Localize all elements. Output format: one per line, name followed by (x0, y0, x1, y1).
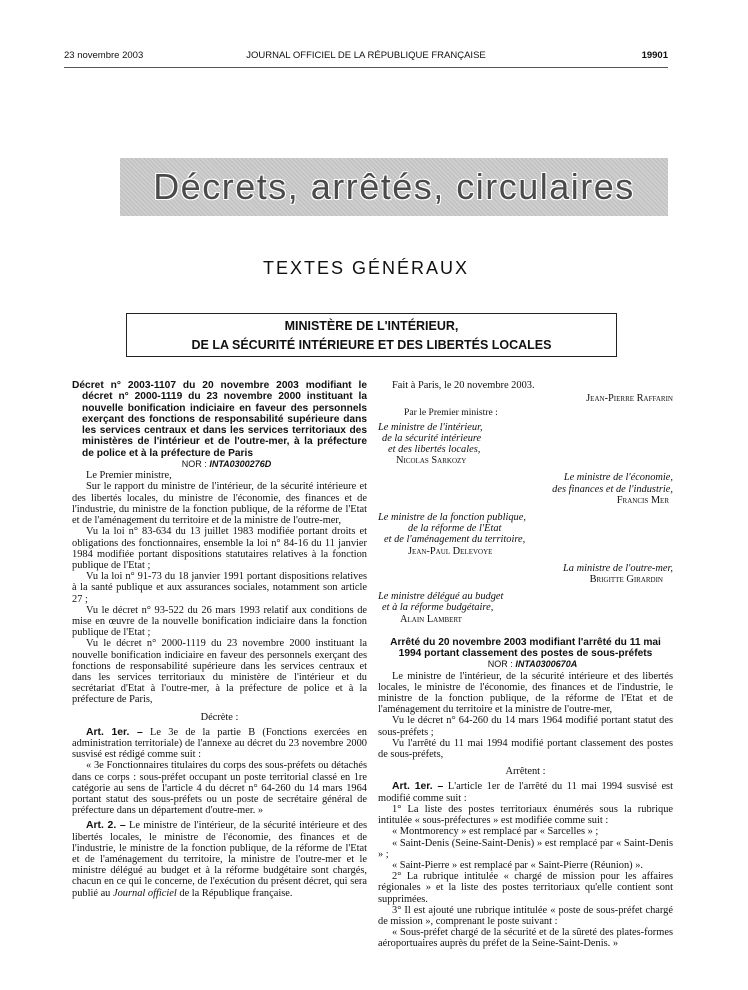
signature-title: de la réforme de l'Etat (408, 523, 502, 535)
header-rule (64, 67, 668, 68)
decret-para: Vu la loi n° 91-73 du 18 janvier 1991 portant dispositions relatives à la santé publique et aux assurances sociales, notamment son article 27 ; (72, 571, 367, 605)
nor-label: NOR : (487, 659, 513, 670)
decret-nor (72, 459, 367, 470)
signatory-name: Alain Lambert (400, 613, 462, 625)
pm-signature: Jean-Pierre Raffarin (586, 393, 673, 405)
signature-block-outre-mer (378, 563, 673, 585)
nor-code: INTA0300670A (515, 659, 578, 670)
decret-title: Décret n° 2003-1107 du 20 novembre 2003 modifiant le décret n° 2000-1119 du 23 novembre 2000 instituant la nouvelle bonification indiciaire en faveur des personnels exerçant des fonctions de responsabilité supérieure dans les services centraux et dans les services territoriaux des ministères de l'intérieur et de l'outre-mer, à la préfecture de police et à la préfecture de Paris (72, 380, 367, 459)
section-heading: TEXTES GÉNÉRAUX (262, 258, 470, 278)
arrete-item: « Saint-Pierre » est remplacé par « Saint-Pierre (Réunion) ». (392, 859, 644, 871)
arrete-item: 3° Il est ajouté une rubrique intitulée « poste de sous-préfet chargé de mission », comprenant le poste suivant : (378, 904, 673, 927)
signature-title: des finances et de l'industrie, (552, 483, 673, 495)
arrete-item: « Saint-Denis (Seine-Saint-Denis) » est remplacé par « Saint-Denis » ; (378, 837, 673, 860)
arrete-title: Arrêté du 20 novembre 2003 modifiant l'arrêté du 11 mai 1994 portant classement des postes de sous-préfets (390, 636, 661, 660)
arrete-article-1 (378, 781, 673, 803)
running-header (64, 50, 668, 64)
article-label: Art. 1er. – (392, 781, 444, 793)
journal-officiel-ref: Journal officiel (113, 887, 177, 899)
article-text: Le ministre de l'intérieur, de la sécurité intérieure et des libertés locales, le ministre de l'économie, des finances et de l'industrie, le ministre de la fonction publique, de la réforme de l'Etat et de l'aménagement du territoire, la ministre de l'outre-mer et le ministre délégué au budget et à la réforme budgétaire sont chargés, chacun en ce qui le concerne, de l'exécution du présent décret, qui sera publié au (72, 820, 367, 899)
signature-title: Le ministre de l'économie, (563, 472, 673, 484)
arrete-para: Vu l'arrêté du 11 mai 1994 modifié portant classement des postes de sous-préfets, (378, 737, 673, 761)
journal-title: JOURNAL OFFICIEL DE LA RÉPUBLIQUE FRANÇAISE (246, 50, 486, 61)
signatory-name: Brigitte Girardin (589, 574, 663, 586)
arrete-para: Le ministre de l'intérieur, de la sécurité intérieure et des libertés locales, le ministre de l'économie, des finances et de l'industrie, le ministre de la fonction publique, de la réforme de l'Etat et de l'aménagement du territoire et la ministre de l'outre-mer, (378, 670, 673, 716)
decret-para: Vu le décret n° 2000-1119 du 23 novembre 2000 instituant la nouvelle bonification indiciaire en faveur des personnels exerçant des fonctions de responsabilité supérieure dans les services centraux et dans les services territoriaux du ministère de l'intérieur et du secrétariat d'Etat à l'outre-mer, à la préfecture de police et à la préfecture de Paris, (72, 638, 367, 706)
arrete-nor (378, 659, 673, 670)
nor-label: NOR : (181, 459, 207, 470)
signature-block-budget (378, 591, 673, 625)
signature-title: et des libertés locales, (388, 444, 481, 456)
signature-title: Le ministre de l'intérieur, (378, 421, 483, 433)
signature-block-economie (378, 472, 673, 506)
decret-para: Sur le rapport du ministre de l'intérieur, de la sécurité intérieure et des libertés locales, du ministre de l'économie, des finances et de l'industrie, du ministre de la fonction publique, de la réforme de l'Etat et de l'aménagement du territoire et de la ministre de l'outre-mer, (72, 481, 367, 527)
arrete-para: Vu le décret n° 64-260 du 14 mars 1964 modifié portant statut des sous-préfets ; (378, 715, 673, 738)
ministry-box (126, 313, 617, 357)
decret-article-1-quote: « 3e Fonctionnaires titulaires du corps des sous-préfets ou détachés dans ce corps : sous-préfet occupant un poste territorial classé en 1re catégorie au sens de l'article 4 du décret n° 64-260 du 14 mars 1964 portant statut des sous-préfets ou un poste de secrétaire général de préfecture dans un département d'outre-mer. » (72, 760, 367, 817)
decret-para: Vu le décret n° 93-522 du 26 mars 1993 relatif aux conditions de mise en œuvre de la nouvelle bonification indiciaire dans la fonction publique de l'Etat ; (72, 604, 367, 639)
left-column (72, 380, 367, 899)
signature-title: Le ministre délégué au budget (378, 591, 504, 603)
article-text-end: de la République française. (179, 887, 293, 899)
decrete-label: Décrète : (200, 711, 239, 723)
article-text: Le 3e de la partie B (Fonctions exercées en administration territoriale) de l'annexe au décret du 23 novembre 2000 susvisé est rédigé comme suit : (72, 726, 367, 761)
article-label: Art. 1er. – (86, 726, 143, 738)
decret-para: Le Premier ministre, (86, 470, 172, 482)
signatory-name: Nicolas Sarkozy (396, 455, 467, 467)
page-number: 19901 (641, 50, 668, 61)
par-premier-ministre: Par le Premier ministre : (404, 407, 498, 419)
arretent-label: Arrêtent : (505, 766, 546, 778)
signature-title: et de l'aménagement du territoire, (384, 534, 526, 546)
article-label: Art. 2. – (86, 820, 126, 832)
decret-article-1 (72, 727, 367, 761)
signature-title: La ministre de l'outre-mer, (563, 562, 673, 574)
arrete-item: « Montmorency » est remplacé par « Sarcelles » ; (392, 826, 599, 838)
decret-para: Vu la loi n° 83-634 du 13 juillet 1983 modifiée portant droits et obligations des fonctionnaires, ensemble la loi n° 84-16 du 11 janvier 1984 modifiée portant dispositions statutaires relatives à la fonction publique de l'Etat ; (72, 526, 367, 571)
ministry-line-1: MINISTÈRE DE L'INTÉRIEUR, (284, 319, 459, 333)
ministry-line-2: DE LA SÉCURITÉ INTÉRIEURE ET DES LIBERTÉS LOCALES (191, 338, 552, 352)
signature-block-interieur (378, 422, 673, 467)
issue-date: 23 novembre 2003 (64, 50, 144, 61)
section-banner (120, 158, 668, 216)
arrete-item: « Sous-préfet chargé de la sécurité et de la sûreté des plates-formes aéroportuaires auprès du préfet de la Seine-Saint-Denis. » (378, 927, 673, 950)
decret-article-2 (72, 820, 367, 898)
right-column (378, 380, 673, 950)
signature-title: de la sécurité intérieure (382, 432, 482, 444)
fait-a-paris: Fait à Paris, le 20 novembre 2003. (392, 380, 535, 391)
banner-title: Décrets, arrêtés, circulaires (153, 166, 635, 207)
signature-block-fonction-publique (378, 512, 673, 557)
signature-title: et à la réforme budgétaire, (382, 602, 494, 614)
signatory-name: Francis Mer (616, 494, 669, 506)
article-text: L'article 1er de l'arrêté du 11 mai 1994 susvisé est modifié comme suit : (378, 781, 673, 804)
arrete-item: 2° La rubrique intitulée « chargé de mission pour les affaires régionales » et la liste des postes territoriaux qu'elle contient sont supprimées. (378, 871, 673, 905)
arrete-item: 1° La liste des postes territoriaux énumérés sous la rubrique intitulée « sous-préfectures » est modifiée comme suit : (378, 803, 673, 827)
signature-title: Le ministre de la fonction publique, (378, 512, 526, 524)
signatory-name: Jean-Paul Delevoye (408, 545, 493, 557)
nor-code: INTA0300276D (209, 459, 272, 470)
